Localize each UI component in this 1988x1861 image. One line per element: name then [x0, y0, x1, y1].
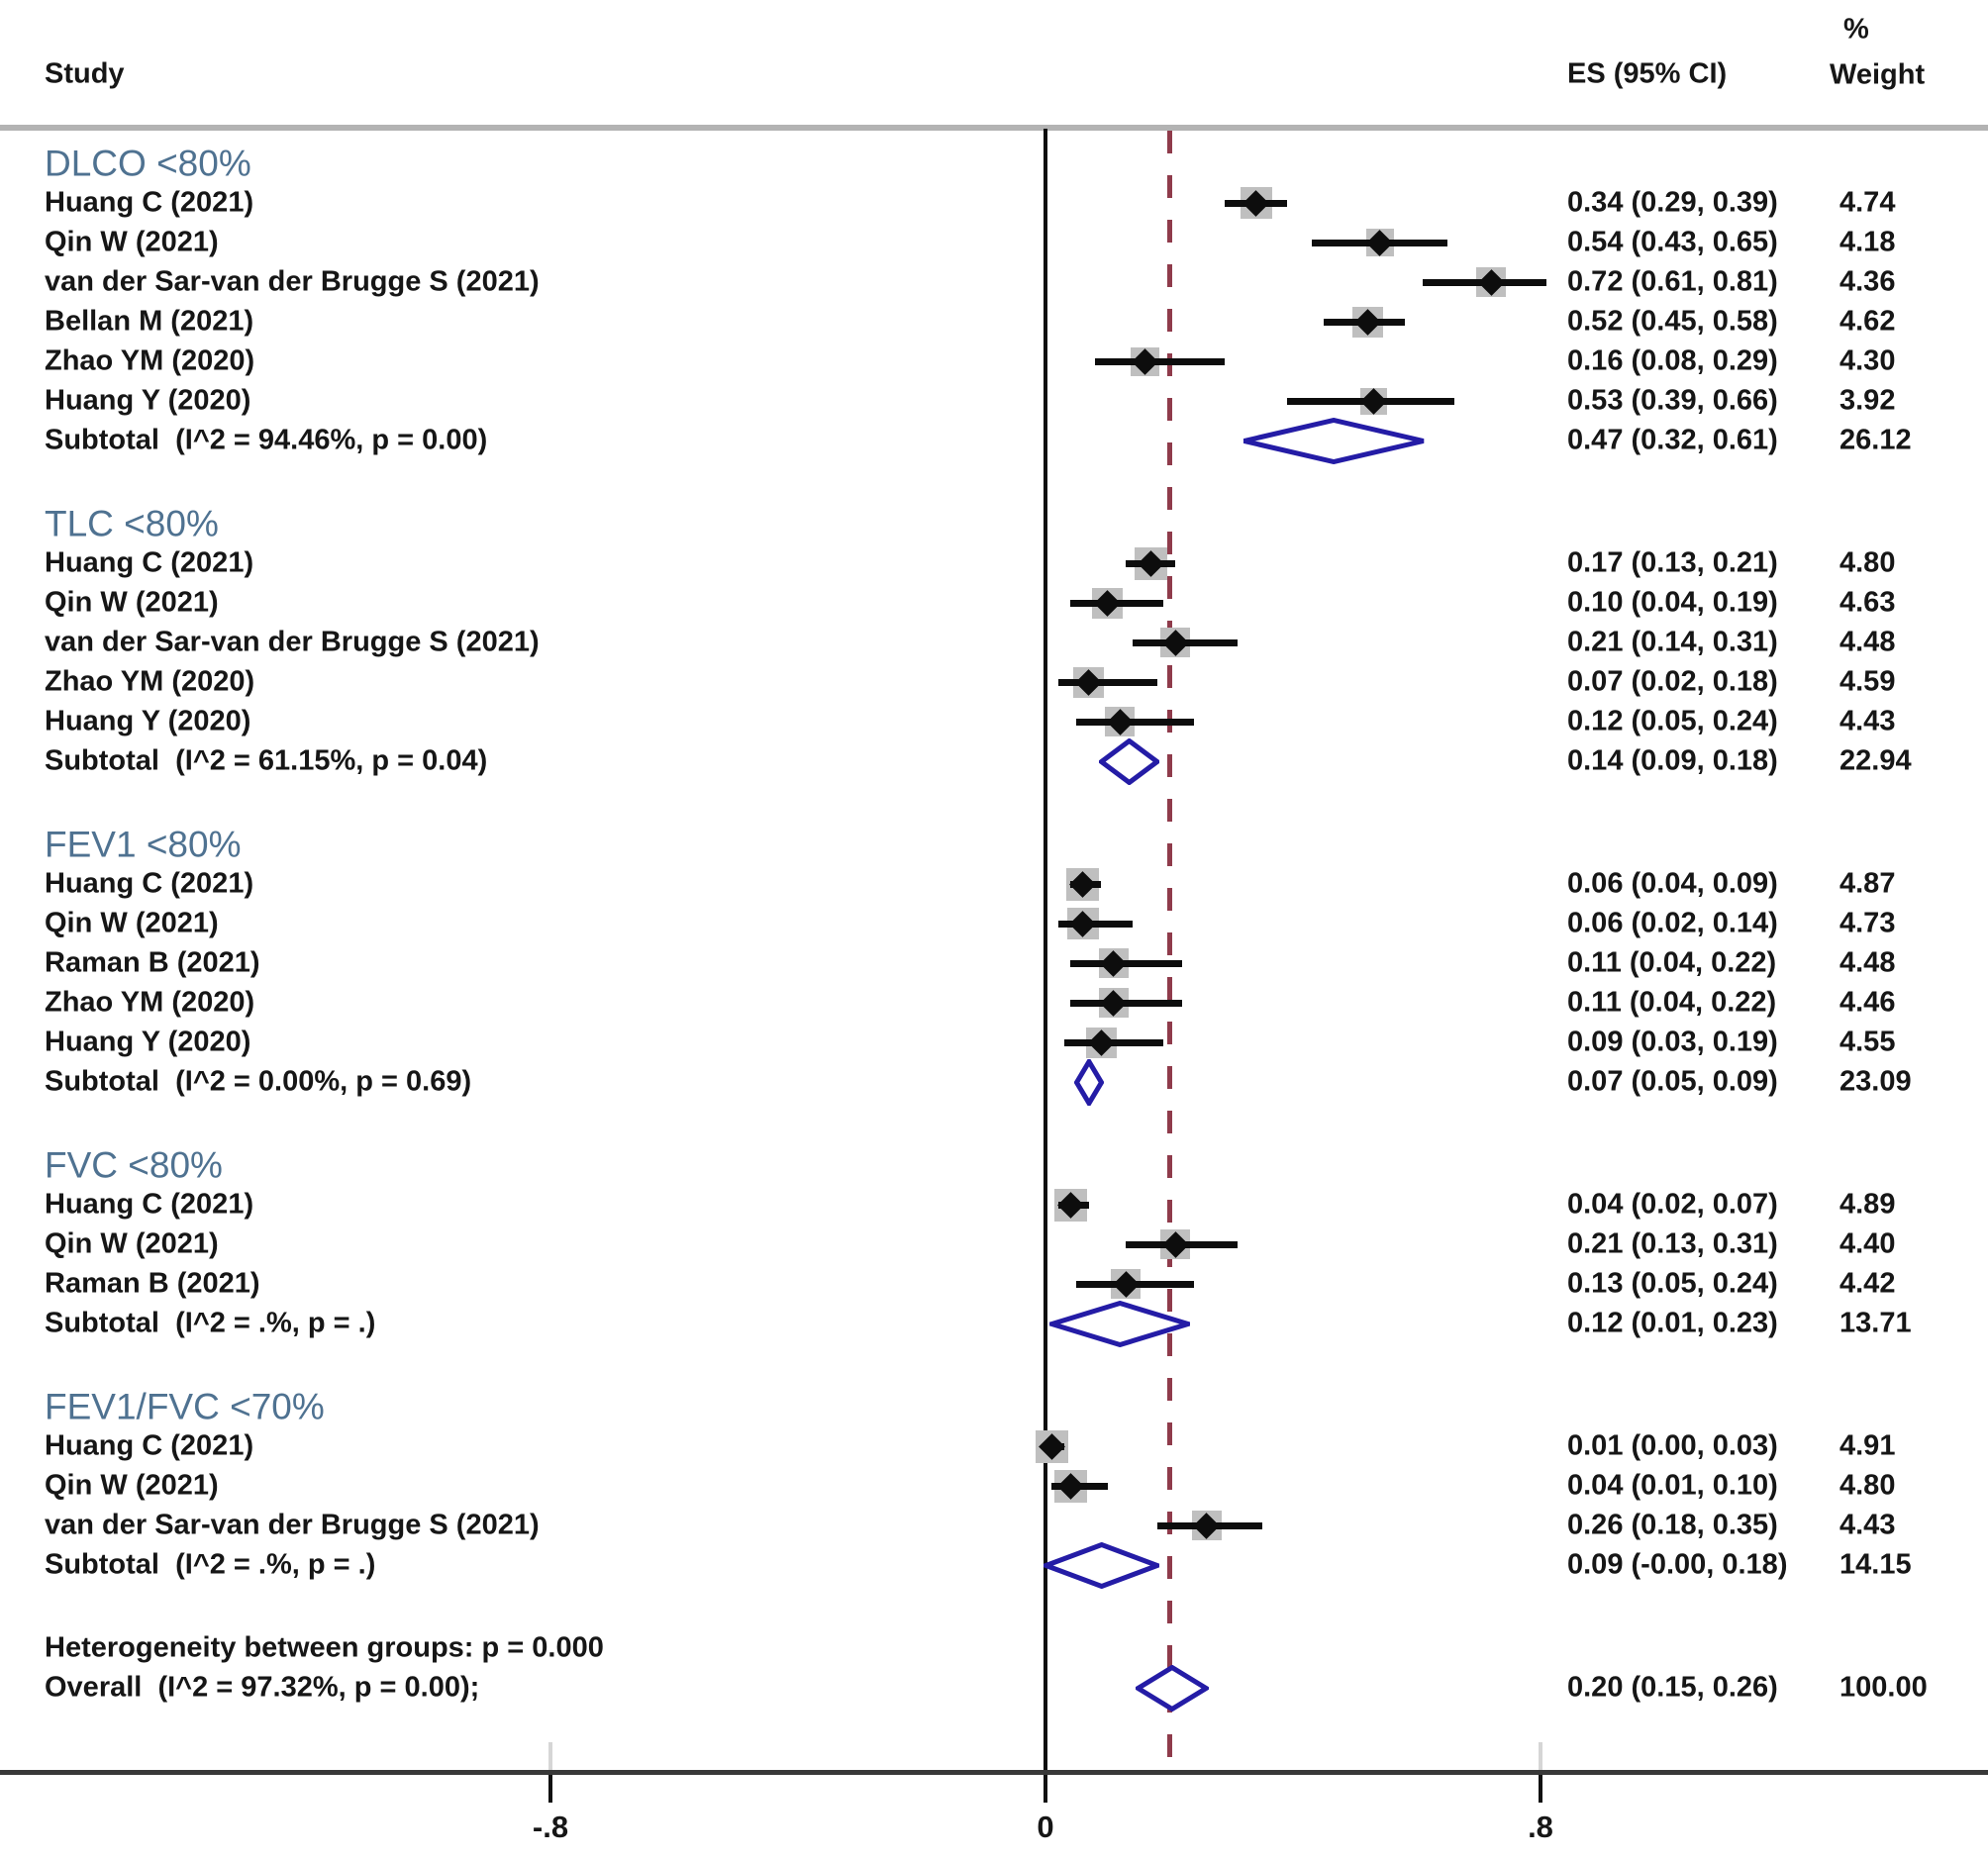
subtotal-label: Subtotal (I^2 = 61.15%, p = 0.04) [45, 744, 488, 777]
es-value: 0.26 (0.18, 0.35) [1567, 1509, 1778, 1541]
axis-tick-label: -.8 [532, 1810, 569, 1844]
study-label: Qin W (2021) [45, 907, 219, 939]
group-header: FEV1 <80% [45, 824, 242, 865]
weight-value: 4.80 [1839, 546, 1896, 579]
es-value: 0.21 (0.13, 0.31) [1567, 1227, 1778, 1260]
es-value: 0.04 (0.01, 0.10) [1567, 1469, 1778, 1502]
col-study-header: Study [45, 57, 125, 90]
es-value: 0.13 (0.05, 0.24) [1567, 1267, 1778, 1300]
es-value: 0.54 (0.43, 0.65) [1567, 226, 1778, 258]
es-value: 0.34 (0.29, 0.39) [1567, 186, 1778, 219]
es-value: 0.07 (0.02, 0.18) [1567, 665, 1778, 698]
study-label: Qin W (2021) [45, 1469, 219, 1502]
es-value: 0.11 (0.04, 0.22) [1567, 946, 1777, 979]
weight-value: 4.80 [1839, 1469, 1896, 1502]
study-label: van der Sar-van der Brugge S (2021) [45, 1509, 540, 1541]
es-value: 0.04 (0.02, 0.07) [1567, 1188, 1778, 1221]
study-label: van der Sar-van der Brugge S (2021) [45, 626, 540, 658]
es-value: 0.53 (0.39, 0.66) [1567, 384, 1778, 417]
subtotal-label: Subtotal (I^2 = 94.46%, p = 0.00) [45, 424, 488, 456]
study-label: Huang Y (2020) [45, 705, 251, 737]
es-value: 0.07 (0.05, 0.09) [1567, 1065, 1778, 1098]
weight-value: 4.30 [1839, 344, 1896, 377]
weight-value: 4.43 [1839, 1509, 1896, 1541]
study-label: Qin W (2021) [45, 586, 219, 619]
group-header: TLC <80% [45, 503, 219, 544]
axis-tick-upper [1539, 1742, 1542, 1770]
study-label: Qin W (2021) [45, 1227, 219, 1260]
weight-value: 4.59 [1839, 665, 1896, 698]
es-value: 0.52 (0.45, 0.58) [1567, 305, 1778, 338]
weight-value: 4.73 [1839, 907, 1896, 939]
weight-value: 4.18 [1839, 226, 1896, 258]
weight-value: 4.36 [1839, 265, 1896, 298]
es-value: 0.11 (0.04, 0.22) [1567, 986, 1777, 1019]
es-value: 0.06 (0.02, 0.14) [1567, 907, 1778, 939]
weight-value: 3.92 [1839, 384, 1896, 417]
overall-label: Overall (I^2 = 97.32%, p = 0.00); [45, 1671, 480, 1704]
subtotal-label: Subtotal (I^2 = .%, p = .) [45, 1307, 376, 1339]
weight-value: 14.15 [1839, 1548, 1912, 1581]
es-value: 0.14 (0.09, 0.18) [1567, 744, 1778, 777]
es-value: 0.06 (0.04, 0.09) [1567, 867, 1778, 900]
weight-value: 4.74 [1839, 186, 1896, 219]
study-label: Zhao YM (2020) [45, 665, 255, 698]
study-label: Huang Y (2020) [45, 384, 251, 417]
es-value: 0.09 (-0.00, 0.18) [1567, 1548, 1788, 1581]
weight-value: 4.43 [1839, 705, 1896, 737]
weight-value: 100.00 [1839, 1671, 1928, 1704]
es-value: 0.17 (0.13, 0.21) [1567, 546, 1778, 579]
study-label: van der Sar-van der Brugge S (2021) [45, 265, 540, 298]
es-value: 0.16 (0.08, 0.29) [1567, 344, 1778, 377]
study-label: Huang C (2021) [45, 1429, 254, 1462]
es-value: 0.21 (0.14, 0.31) [1567, 626, 1778, 658]
study-label: Huang C (2021) [45, 546, 254, 579]
weight-value: 4.87 [1839, 867, 1896, 900]
es-value: 0.72 (0.61, 0.81) [1567, 265, 1778, 298]
es-value: 0.20 (0.15, 0.26) [1567, 1671, 1778, 1704]
axis-tick-label: 0 [1037, 1810, 1054, 1844]
col-es-header: ES (95% CI) [1567, 57, 1728, 90]
es-value: 0.10 (0.04, 0.19) [1567, 586, 1778, 619]
weight-value: 4.62 [1839, 305, 1896, 338]
col-weight-header: Weight [1830, 58, 1926, 91]
study-label: Huang C (2021) [45, 867, 254, 900]
weight-value: 13.71 [1839, 1307, 1912, 1339]
axis-tick [1044, 1775, 1047, 1803]
study-label: Huang Y (2020) [45, 1026, 251, 1058]
study-label: Bellan M (2021) [45, 305, 254, 338]
weight-value: 4.63 [1839, 586, 1896, 619]
group-header: FEV1/FVC <70% [45, 1386, 325, 1427]
es-value: 0.01 (0.00, 0.03) [1567, 1429, 1778, 1462]
weight-value: 22.94 [1839, 744, 1912, 777]
weight-value: 4.55 [1839, 1026, 1896, 1058]
axis-tick-upper [548, 1742, 552, 1770]
weight-value: 4.40 [1839, 1227, 1896, 1260]
study-label: Huang C (2021) [45, 1188, 254, 1221]
subtotal-label: Subtotal (I^2 = 0.00%, p = 0.69) [45, 1065, 472, 1098]
heterogeneity-note: Heterogeneity between groups: p = 0.000 [45, 1631, 604, 1664]
es-value: 0.12 (0.01, 0.23) [1567, 1307, 1778, 1339]
group-header: FVC <80% [45, 1144, 223, 1186]
study-label: Zhao YM (2020) [45, 344, 255, 377]
study-label: Raman B (2021) [45, 946, 260, 979]
axis-tick [548, 1775, 552, 1803]
weight-value: 4.46 [1839, 986, 1896, 1019]
weight-value: 26.12 [1839, 424, 1912, 456]
es-value: 0.09 (0.03, 0.19) [1567, 1026, 1778, 1058]
es-value: 0.47 (0.32, 0.61) [1567, 424, 1778, 456]
study-label: Zhao YM (2020) [45, 986, 255, 1019]
study-label: Qin W (2021) [45, 226, 219, 258]
study-label: Raman B (2021) [45, 1267, 260, 1300]
weight-value: 4.42 [1839, 1267, 1896, 1300]
weight-value: 4.89 [1839, 1188, 1896, 1221]
es-value: 0.12 (0.05, 0.24) [1567, 705, 1778, 737]
axis-tick [1539, 1775, 1542, 1803]
study-label: Huang C (2021) [45, 186, 254, 219]
subtotal-label: Subtotal (I^2 = .%, p = .) [45, 1548, 376, 1581]
weight-value: 23.09 [1839, 1065, 1912, 1098]
axis-line [0, 1770, 1988, 1775]
weight-value: 4.91 [1839, 1429, 1896, 1462]
weight-value: 4.48 [1839, 946, 1896, 979]
weight-value: 4.48 [1839, 626, 1896, 658]
group-header: DLCO <80% [45, 143, 251, 184]
axis-tick-label: .8 [1528, 1810, 1553, 1844]
col-weight-pct-header: % [1843, 13, 1869, 46]
